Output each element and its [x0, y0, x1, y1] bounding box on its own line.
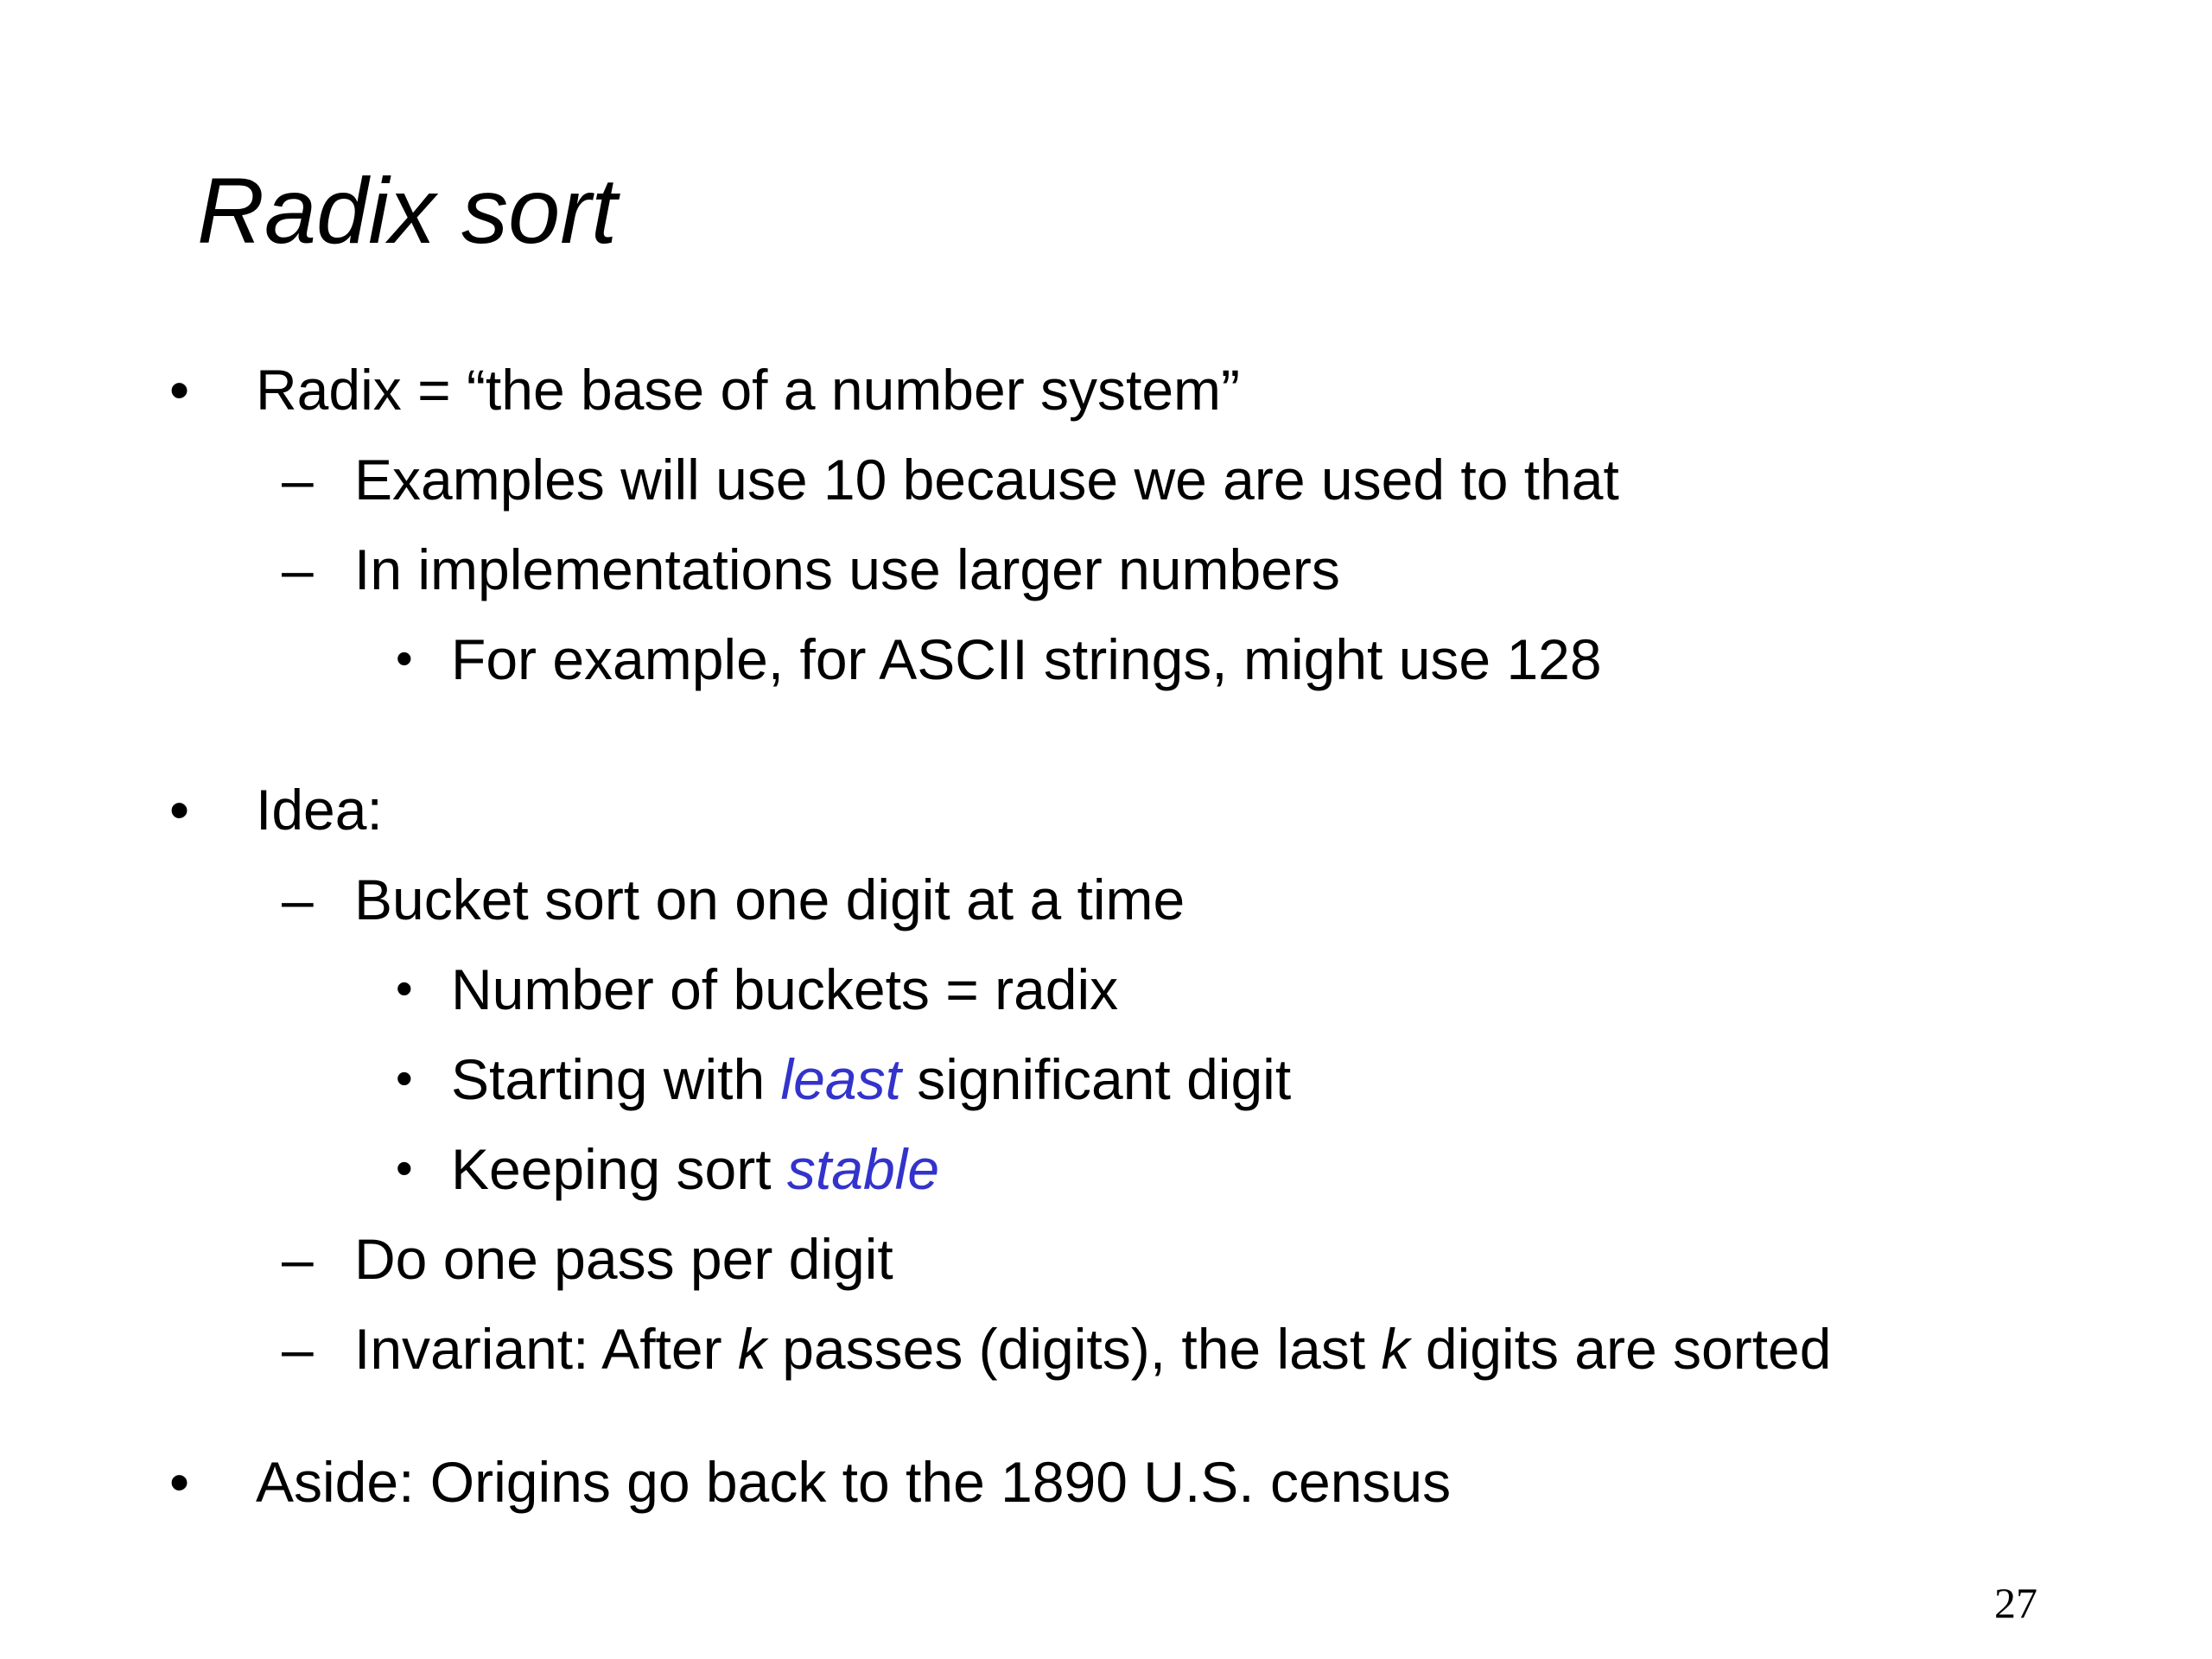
- page-number: 27: [1994, 1579, 2037, 1627]
- dash-icon: –: [282, 448, 314, 512]
- text-segment: significant digit: [900, 1047, 1292, 1111]
- subbullet-text: Examples will use 10 because we are used to that: [354, 448, 1619, 512]
- text-segment: passes (digits), the last: [766, 1317, 1382, 1381]
- bullet-icon: •: [396, 961, 413, 1015]
- dash-icon: –: [282, 868, 314, 931]
- subsubbullet-text: [451, 1137, 940, 1201]
- text-segment: digits are sorted: [1409, 1317, 1832, 1381]
- subbullet-text: In implementations use larger numbers: [354, 537, 1340, 601]
- subbullet-text: Bucket sort on one digit at a time: [354, 868, 1185, 931]
- dash-icon: –: [282, 1227, 314, 1291]
- subsubbullet-text: For example, for ASCII strings, might use 128: [451, 627, 1602, 691]
- bullet-icon: •: [396, 631, 413, 685]
- bullet-icon: •: [169, 1450, 190, 1514]
- emphasis-k: k: [1381, 1317, 1410, 1381]
- bullet-icon: •: [396, 1051, 413, 1105]
- bullet-text: Radix = “the base of a number system”: [256, 358, 1241, 422]
- subsubbullet-text: Number of buckets = radix: [451, 957, 1119, 1021]
- text-segment: Starting with: [451, 1047, 781, 1111]
- bullet-icon: •: [169, 778, 190, 842]
- dash-icon: –: [282, 1317, 314, 1381]
- subsubbullet-text: [451, 1047, 1292, 1111]
- slide-title: Radix sort: [197, 158, 618, 263]
- emphasis-k: k: [737, 1317, 766, 1381]
- bullet-text: Idea:: [256, 778, 383, 842]
- bullet-icon: •: [396, 1141, 413, 1195]
- subbullet-text: [354, 1317, 1832, 1381]
- subbullet-text: Do one pass per digit: [354, 1227, 893, 1291]
- bullet-text: Aside: Origins go back to the 1890 U.S. census: [256, 1450, 1452, 1514]
- text-segment: Invariant: After: [354, 1317, 738, 1381]
- bullet-icon: •: [169, 358, 190, 422]
- text-segment: Keeping sort: [451, 1137, 787, 1201]
- emphasis-stable: stable: [786, 1137, 940, 1201]
- dash-icon: –: [282, 537, 314, 601]
- emphasis-least: least: [780, 1047, 901, 1111]
